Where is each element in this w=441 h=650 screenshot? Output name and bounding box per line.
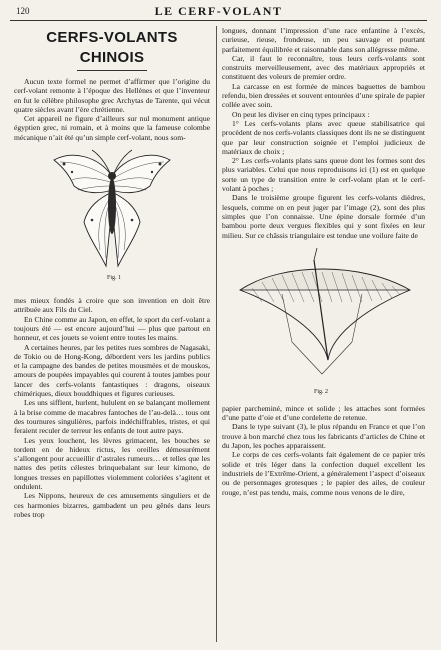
paragraph: Cet appareil ne figure d’ailleurs sur nul monument antique égyptien grec, ni romain, et à moins que la fameuse colombe mécanique n’ait été qu’un simple cerf-volant, nous som- xyxy=(14,114,210,142)
right-column xyxy=(222,26,425,497)
paragraph: Le corps de ces cerfs-volants fait également de ce papier très solide et très léger dans la confection duquel excellent les industriels de l’Extrême-Orient, a généralement l’aspect d’oiseaux ou de personnages grotesques ; le papier des ailes, de couleur rouge, n’est pas tendu, mais, comme nous venons de le dire, xyxy=(222,450,425,497)
column-divider xyxy=(216,26,217,642)
paragraph: Les Nippons, heureux de ces amusements singuliers et de ces harmonies bizarres, gambadent un peu gênés dans leurs robes trop xyxy=(14,491,210,519)
figure-1-caption: Fig. 1 xyxy=(107,275,122,282)
paragraph: Les uns sifflent, hurlent, hululent en se balançant mollement à la brise comme de macabres fantoches de l’au-delà… tous ont des tournures singulières, parfois indéchiffrables, tristes, et qui feraient reculer de terreur les enfants de tout autre pays. xyxy=(14,398,210,436)
paragraph: 2° Les cerfs-volants plans sans queue dont les formes sont des plus variables. Celui que nous reproduisons ici (1) est en quelque sorte un type de transition entre le cerf-volant plan et le cerf-volant à poches ; xyxy=(222,156,425,194)
figure-1 xyxy=(14,146,210,294)
paragraph: En Chine comme au Japon, en effet, le sport du cerf-volant a toujours été — est encore aujourd’hui — plus que partout en honneur, et ces jouets se voient entre toutes les mains. xyxy=(14,314,210,343)
paragraph: 1° Les cerfs-volants plans avec queue stabilisatrice qui procèdent de nos cerfs-volants classiques dont ils ne se distinguent que par leur construction soignée et l’emploi judicieux de matériaux de choix ; xyxy=(222,118,425,156)
paragraph: Car, il faut le reconnaître, tous leurs cerfs-volants sont construits merveilleusement, avec des matériaux appropriés et constituent des voleurs de premier ordre. xyxy=(222,53,425,82)
running-header xyxy=(10,4,427,21)
butterfly-kite-illustration xyxy=(14,146,210,271)
paragraph: La carcasse en est formée de minces baguettes de bambou refendu, bien dressées et souvent entourées d’une spirale de papier collée avec soin. xyxy=(222,81,425,110)
paragraph: papier parcheminé, mince et solide ; les attaches sont formées d’une patte d’oie et d’une cordelette de retenue. xyxy=(222,403,425,423)
left-column xyxy=(14,26,210,519)
paragraph: Les yeux louchent, les lèvres grimacent, les bouches se tordent en de hideux rictus, les oreilles démesurément s’allongent pour accueillir d’astrales rumeurs… et telles que les nattes des petits célestes brinquebalant sur leur kimono, de longues tresses en papillottes violemment coloriées s’agitent et ondulent. xyxy=(14,435,210,492)
figure-2 xyxy=(222,242,425,402)
article-title: CERFS-VOLANTS CHINOIS xyxy=(46,29,178,66)
paragraph: longues, donnant l’impression d’une race enfantine à l’excès, curieuse, rieuse, frondeuse, un peu sauvage et pourtant parfaitement équilibrée et raisonnable dans son allégresse même. xyxy=(222,26,425,54)
journal-title: LE CERF-VOLANT xyxy=(154,4,283,18)
paragraph: Dans le troisième groupe figurent les cerfs-volants dièdres, lesquels, comme on en peut juger par l’image (2), sont des plus simples que l’on connaisse. Une épine dorsale formée d’un bambou porte deux vergues flexibles qui y sont fixées en leur milieu. Sur ce châssis triangulaire est tendue une voilure faite de xyxy=(222,193,425,240)
paragraph: On peut les diviser en cinq types principaux : xyxy=(232,109,370,119)
dihedral-kite-illustration xyxy=(222,242,425,382)
paragraph: mes mieux fondés à croire que son invention en doit être attribuée aux Fils du Ciel. xyxy=(14,296,210,315)
title-rule xyxy=(77,70,147,71)
paragraph: Aucun texte formel ne permet d’affirmer que l’origine du cerf-volant remonte à l’époque des Hellènes et que l’inventeur en fut le célèbre philosophe grec Archytas de Tarente, qui vécut quatre siècles avant l’ère chrétienne. xyxy=(14,77,210,114)
page-number: 120 xyxy=(16,6,30,16)
figure-2-caption: Fig. 2 xyxy=(314,388,329,395)
paragraph: Dans le type suivant (3), le plus répandu en France et que l’on trouve à bon marché chez tous les fabricants d’articles de Chine et du Japon, les poches apparaissent. xyxy=(222,422,425,451)
paragraph: A certaines heures, par les petites rues sombres de Nagasaki, de Tokio ou de Hong-Kong, débordent vers les jardins publics et la campagne des bandes de petites mousmées et de mouskos, amours de poupées impayables qui courent à toutes jambes pour lancer des cerfs-volants fantastiques : dragons, oiseaux chimériques, dieux bouddhiques et figures curieuses. xyxy=(14,342,210,399)
